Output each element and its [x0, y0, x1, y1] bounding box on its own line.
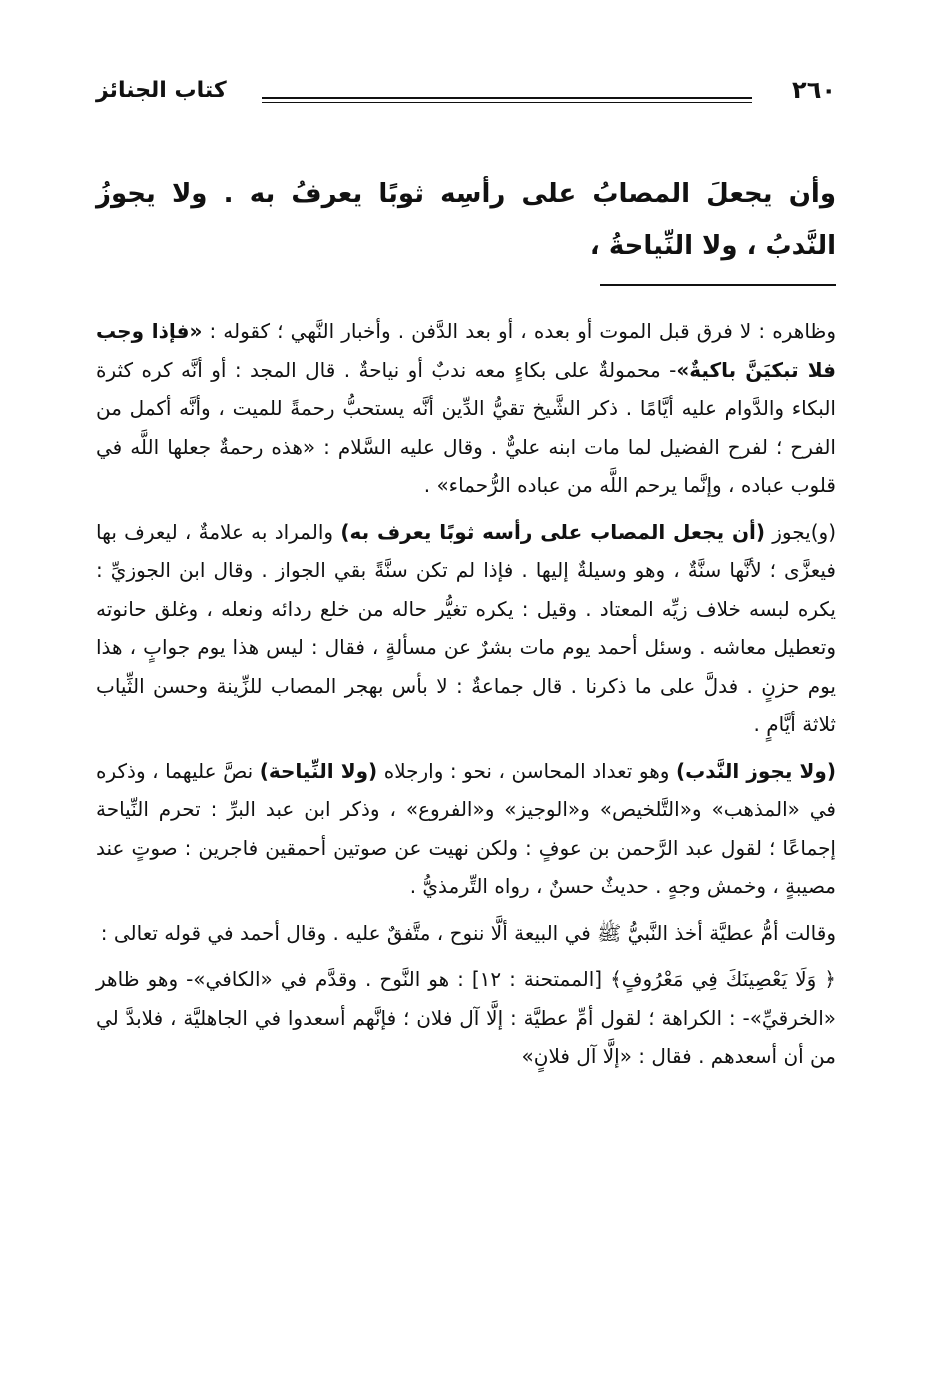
commentary-paragraph-1: وظاهره : لا فرق قبل الموت أو بعده ، أو بعد الدَّفن . وأخبار النَّهي ؛ كقوله : «فإذا وجب فلا تبكيَنَّ باكيةٌ»- محمولةٌ على بكاءٍ معه ندبٌ أو نياحةٌ . قال المجد : أو أنَّه كره كثرة البكاء والدَّوام عليه أيَّامًا . ذكر الشَّيخ تقيُّ الدِّين أنَّه يستحبُّ رحمةً للميت ، وأنَّه أكمل من الفرح ؛ لفرح الفضيل لما مات ابنه عليٌّ . وقال عليه السَّلام : «هذه رحمةٌ جعلها اللَّه في قلوب عباده ، وإنَّما يرحم اللَّه من عباده الرُّحماء» .	[96, 319, 836, 497]
matn-text: وأن يجعلَ المصابُ على رأسِه ثوبًا يعرفُ به . ولا يجوزُ النَّدبُ ، ولا النِّياحةُ ،	[96, 179, 836, 261]
page-number: ٢٦٠	[792, 76, 836, 104]
header-rule	[262, 97, 752, 99]
commentary-paragraph-4: وقالت أمُّ عطيَّة أخذ النَّبيُّ ﷺ في البيعة ألَّا ننوح ، متَّفقٌ عليه . وقال أحمد في قوله تعالى :	[100, 920, 836, 945]
book-title: كتاب الجنائز	[96, 78, 227, 103]
page-header	[96, 70, 836, 110]
commentary-paragraph-5: ﴿ وَلَا يَعْصِينَكَ فِي مَعْرُوفٍ﴾ [الممتحنة : ١٢] : هو النَّوح . وقدَّم في «الكافي»- وهو ظاهر «الخرقيِّ»- : الكراهة ؛ لقول أمِّ عطيَّة : إلَّا آل فلان ؛ فإنَّهم أسعدوا في الجاهليَّة ، فلابدَّ لي من أن أسعدهم . فقال : «إلَّا آل فلانٍ»	[96, 967, 836, 1068]
commentary-paragraph-3: (ولا يجوز النَّدب) وهو تعداد المحاسن ، نحو : وارجلاه (ولا النِّياحة) نصَّ عليهما ، وذكره في «المذهب» و«التَّلخيص» و«الوجيز» و«الفروع» ، وذكر ابن عبد البرِّ : تحرم النِّياحة إجماعًا ؛ لقول عبد الرَّحمن بن عوفٍ : ولكن نهيت عن صوتين أحمقين فاجرين : صوتٍ عند مصيبةٍ ، وخمش وجهٍ . حديثٌ حسنٌ ، رواه التِّرمذيُّ .	[96, 758, 836, 898]
book-page	[96, 70, 836, 1084]
matn-separator	[600, 284, 836, 286]
commentary-paragraph-2: (و)يجوز (أن يجعل المصاب على رأسه ثوبًا يعرف به) والمراد به علامةٌ ، ليعرف بها فيعزَّى ؛ لأنَّها سنَّةٌ ، وهو وسيلةٌ إليها . فإذا لم تكن سنَّةً بقي الجواز . وقال ابن الجوزيِّ : يكره لبسه خلاف زيِّه المعتاد . وقيل : يكره تغيُّر حاله من خلع ردائه ونعله ، وغلق حانوته وتعطيل معاشه . وسئل أحمد يوم مات بشرٌ عن مسألةٍ ، فقال : ليس هذا يوم جوابٍ ، هذا يوم حزنٍ . فدلَّ على ما ذكرنا . قال جماعةٌ : لا بأس بهجر المصاب للزِّينة وحسن الثِّياب ثلاثة أيَّامٍ .	[96, 519, 837, 736]
